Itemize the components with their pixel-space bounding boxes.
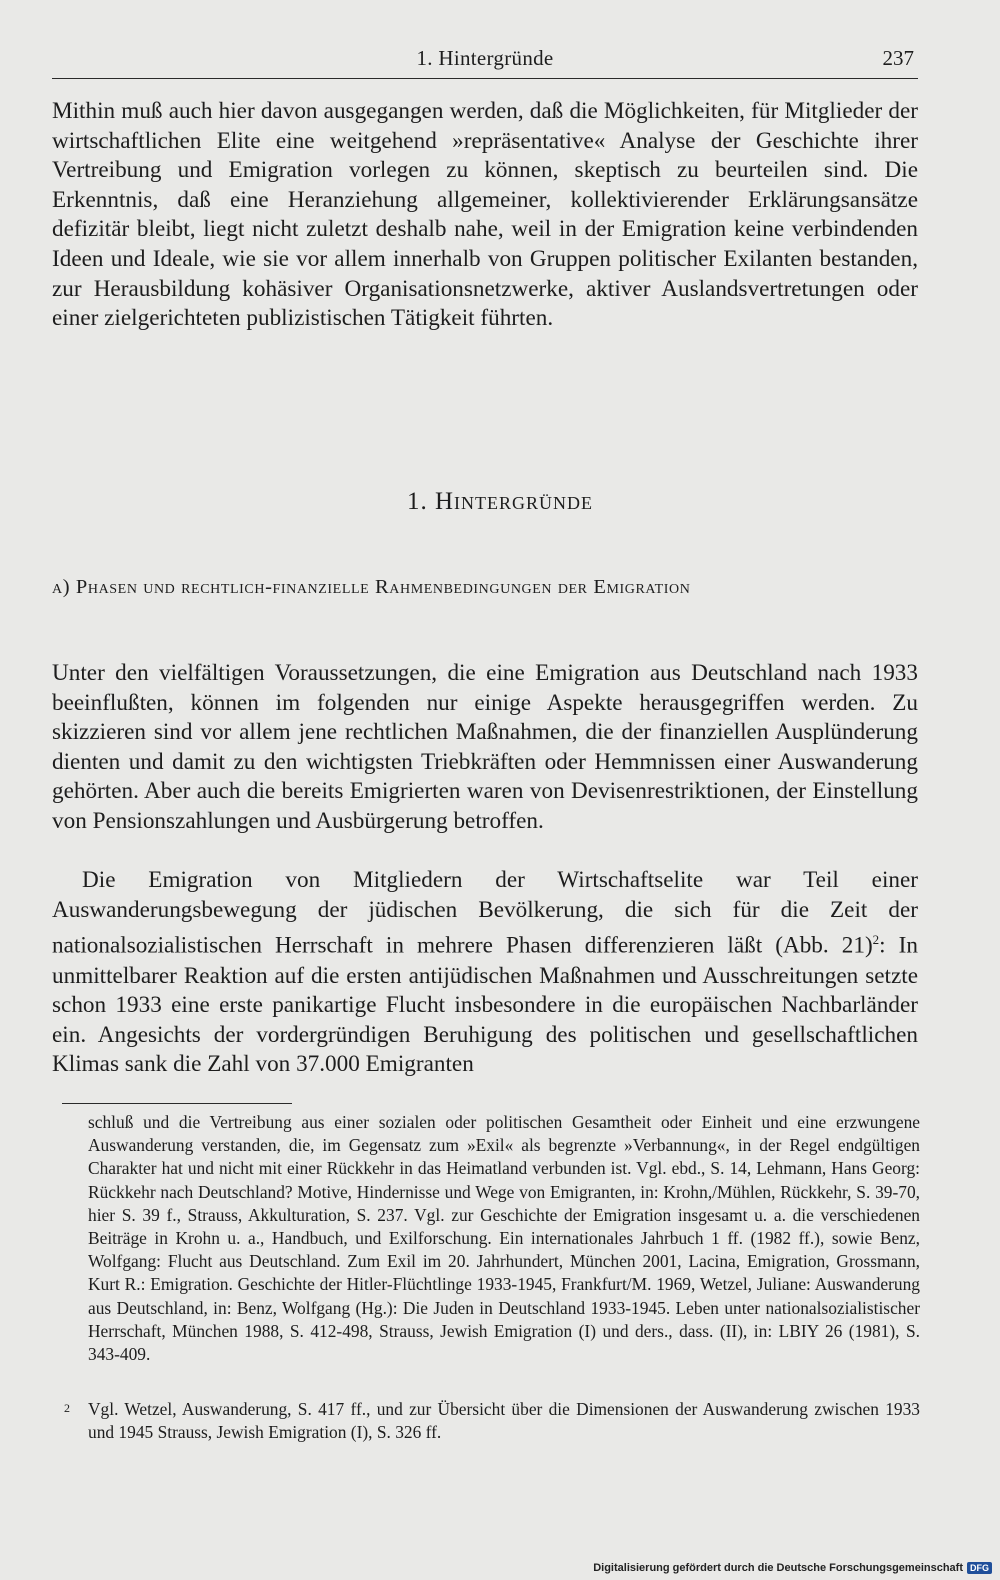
footnote-continuation: schluß und die Vertreibung aus einer sozialen oder politischen Gesamtheit oder Einheit und eine erzwungene Auswanderung verstanden, die, im Gegensatz zum »Exil« als begrenzte »Verbannung«, in der Regel endgültigen Charakter hat und nicht mit einer Rückkehr in das Heimatland verbunden ist. Vgl. ebd., S. 14, Lehmann, Hans Georg: Rückkehr nach Deutschland? Motive, Hindernisse und Wege von Emigranten, in: Krohn,/Mühlen, Rückkehr, S. 39-70, hier S. 39 f., Strauss, Akkulturation, S. 237. Vgl. zur Geschichte der Emigration insgesamt u. a. die verschiedenen Beiträge in Krohn u. a., Handbuch, und Exilforschung. Ein internationales Jahrbuch 1 ff. (1982 ff.), sowie Benz, Wolfgang: Flucht aus Deutschland. Zum Exil im 20. Jahrhundert, München 2001, Lacina, Emigration, Grossmann, Kurt R.: Emigration. Geschichte der Hitler-Flüchtlinge 1933-1945, Frankfurt/M. 1969, Wetzel, Juliane: Auswanderung aus Deutschland, in: Benz, Wolfgang (Hg.): Die Juden in Deutschland 1933-1945. Leben unter nationalsozialistischer Herrschaft, München 1988, S. 412-498, Strauss, Jewish Emigration (I) und ders., dass. (II), in: LBIY 26 (1981), S. 343-409. [88,1112,920,1365]
footnote-2: Vgl. Wetzel, Auswanderung, S. 417 ff., und zur Übersicht über die Dimensionen der Auswanderung zwischen 1933 und 1945 Strauss, Jewish Emigration (I), S. 326 ff. [88,1399,920,1443]
footnote-2-number: 2 [64,1401,70,1415]
section-heading: a) Phasen und rechtlich-finanzielle Rahmenbedingungen der Emigration [52,576,691,598]
footnote-reference-2[interactable]: 2 [872,932,880,948]
footnote-divider [62,1103,292,1104]
body-paragraph-2 [52,866,918,1080]
digitization-notice: Digitalisierung gefördert durch die Deutsche Forschungsgemeinschaft [593,1562,963,1574]
running-title: 1. Hintergründe [416,46,554,70]
paragraph-2-text-end: : In unmittelbarer Reaktion auf die ersten antijüdischen Maßnahmen und Ausschreitungen setzte schon 1933 eine erste panikartige Flucht insbesondere in die europäischen Nachbarländer ein. Angesichts der vordergründigen Beruhigung des politischen und gesellschaftlichen Klimas sank die Zahl von 37.000 Emigranten [52,932,918,1078]
intro-paragraph: Mithin muß auch hier davon ausgegangen werden, daß die Möglichkeiten, für Mitglieder der wirtschaftlichen Elite eine weitgehend »repräsentative« Analyse der Geschichte ihrer Vertreibung und Emigration vorlegen zu können, skeptisch zu beurteilen sind. Die Erkenntnis, daß eine Heranziehung allgemeiner, kollektivierender Erklärungsansätze defizitär bleibt, liegt nicht zuletzt deshalb nahe, weil in der Emigration keine verbindenden Ideen und Ideale, wie sie vor allem innerhalb von Gruppen politischer Exilanten bestanden, zur Herausbildung kohäsiver Organisationsnetzwerke, aktiver Auslandsvertretungen oder einer zielgerichteten publizistischen Tätigkeit führten. [52,98,918,332]
page-number: 237 [882,46,914,70]
chapter-heading: 1. Hintergründe [406,488,594,515]
running-header [52,46,918,79]
dfg-logo-icon: DFG [967,1562,992,1574]
body-paragraph-1: Unter den vielfältigen Voraussetzungen, die eine Emigration aus Deutschland nach 1933 beeinflußten, können im folgenden nur einige Aspekte herausgegriffen werden. Zu skizzieren sind vor allem jene rechtlichen Maßnahmen, die der finanziellen Ausplünderung dienten und damit zu den wichtigsten Triebkräften oder Hemmnissen einer Auswanderung gehörten. Aber auch die bereits Emigrierten waren von Devisenrestriktionen, der Einstellung von Pensionszahlungen und Ausbürgerung betroffen. [52,660,918,834]
paragraph-2-text-start: Die Emigration von Mitgliedern der Wirtschaftselite war Teil einer Auswanderungsbewegung der jüdischen Bevölkerung, die sich für die Zeit der nationalsozialistischen Herrschaft in mehrere Phasen differenzieren läßt (Abb. 21) [52,867,918,959]
digitization-footer [593,1562,992,1574]
